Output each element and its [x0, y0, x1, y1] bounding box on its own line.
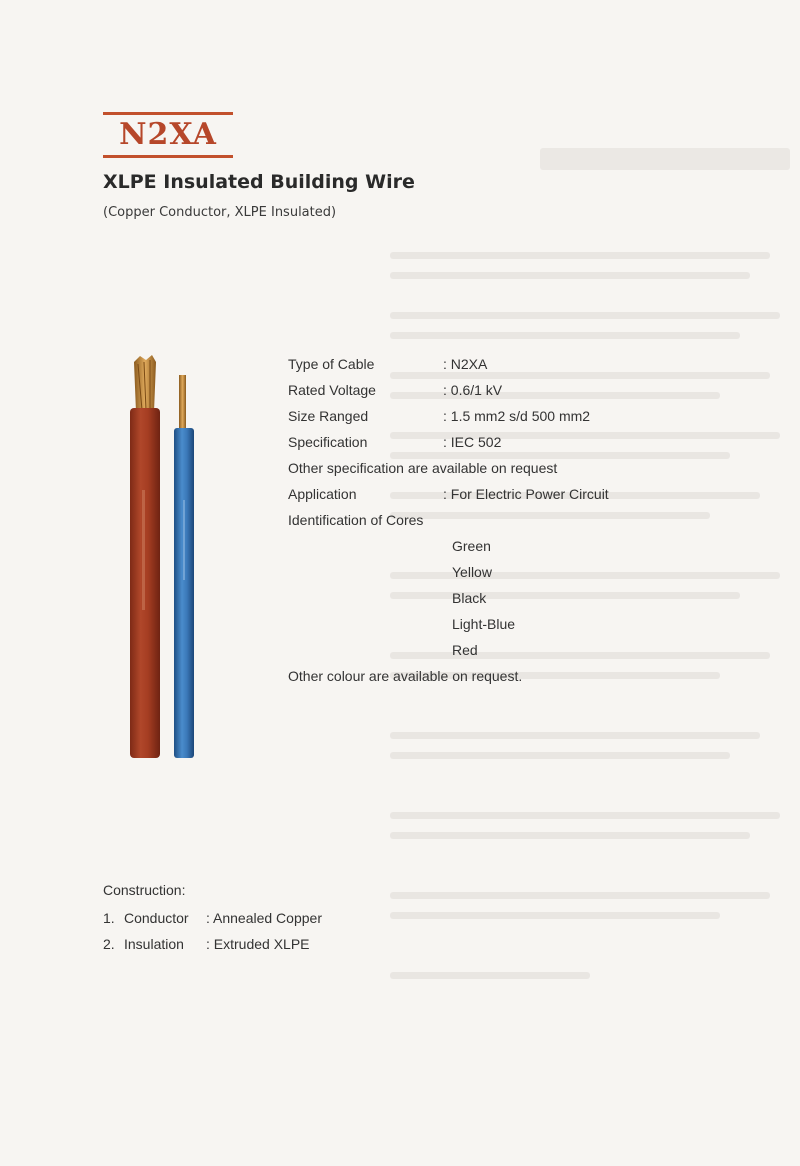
spec-value: : N2XA: [443, 356, 488, 372]
item-value: : Extruded XLPE: [206, 936, 310, 952]
spec-value: : IEC 502: [443, 434, 502, 450]
item-name: Conductor: [124, 910, 189, 926]
spec-label: Application: [288, 486, 357, 502]
spec-label: Rated Voltage: [288, 382, 376, 398]
blue-cable: [174, 375, 194, 758]
item-number: 2.: [103, 936, 115, 952]
title-rule-bottom: [103, 155, 233, 158]
core-colour: Black: [452, 590, 487, 606]
item-value: : Annealed Copper: [206, 910, 322, 926]
item-name: Insulation: [124, 936, 184, 952]
spec-value: : For Electric Power Circuit: [443, 486, 609, 502]
cable-illustration: [110, 350, 220, 770]
spec-value: : 1.5 mm2 s/d 500 mm2: [443, 408, 591, 424]
item-number: 1.: [103, 910, 115, 926]
spec-label: Type of Cable: [288, 356, 375, 372]
colour-note: Other colour are available on request.: [288, 668, 523, 684]
product-title: XLPE Insulated Building Wire: [103, 171, 415, 193]
core-colour: Red: [452, 642, 478, 658]
product-code: N2XA: [119, 117, 217, 152]
core-colour: Green: [452, 538, 491, 554]
bleed-through-background: [330, 140, 800, 1040]
core-colour: Yellow: [452, 564, 492, 580]
product-subtitle: (Copper Conductor, XLPE Insulated): [103, 205, 337, 220]
spec-label: Specification: [288, 434, 368, 450]
construction-heading: Construction:: [103, 882, 186, 898]
core-colour: Light-Blue: [452, 616, 516, 632]
spec-label: Identification of Cores: [288, 512, 424, 528]
red-cable: [130, 355, 160, 758]
spec-label: Other specification are available on request: [288, 460, 558, 476]
spec-label: Size Ranged: [288, 408, 369, 424]
ghost-heading: [540, 140, 790, 178]
spec-value: : 0.6/1 kV: [443, 382, 503, 398]
